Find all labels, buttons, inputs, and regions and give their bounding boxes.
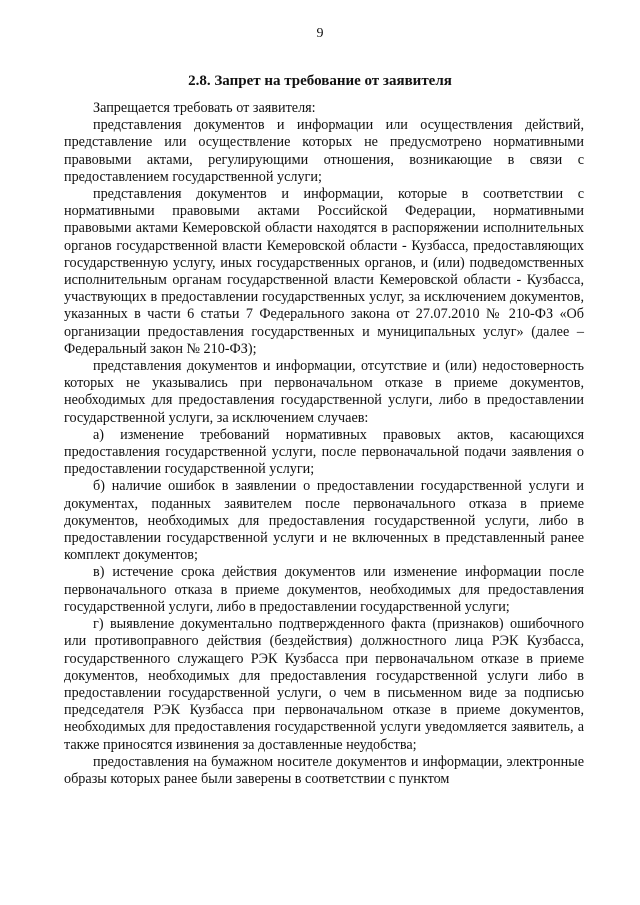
page-number: 9 (316, 26, 324, 41)
paragraph-case-b: б) наличие ошибок в заявлении о предоставлении государственной услуги и документах, поданных заявителем после первоначального отказа в приеме документов, необходимых для предоставления государственной услуги, либо в предоставлении государственной услуги и не включенных в представленный ранее комплект документов; (64, 478, 584, 564)
paragraph-item-4: предоставления на бумажном носителе документов и информации, электронные образы которых ранее были заверены в соответствии с пунктом (64, 753, 584, 787)
paragraph-case-v: в) истечение срока действия документов или изменение информации после первоначального отказа в приеме документов, необходимых для предоставления государственной услуги, либо в предоставлении государственной услуги; (64, 564, 584, 615)
paragraph-item-1: представления документов и информации или осуществления действий, представление или осуществление которых не предусмотрено нормативными правовыми актами, регулирующими отношения, возникающие в связи с предоставлением государственной услуги; (64, 117, 584, 185)
paragraph-case-a: а) изменение требований нормативных правовых актов, касающихся предоставления государственной услуги, после первоначальной подачи заявления о предоставлении государственной услуги; (64, 426, 584, 478)
paragraph-item-2: представления документов и информации, которые в соответствии с нормативными правовыми актами Российской Федерации, нормативными правовыми актами Кемеровской области находятся в распоряжении исполнительных органов государственной власти Кемеровской области - Кузбасса, предоставляющих государственную услугу, иных государственных органов, и (или) подведомственных исполнительным органам государственной власти Кемеровской области - Кузбасса, участвующих в предоставлении государственных услуг, за исключением документов, указанных в части 6 статьи 7 Федерального закона от 27.07.2010 № 210-ФЗ «Об организации предоставления государственных и муниципальных услуг» (далее – Федеральный закон № 210-ФЗ); (64, 186, 584, 357)
section-heading: 2.8. Запрет на требование от заявителя (188, 73, 452, 89)
paragraph-intro: Запрещается требовать от заявителя: (93, 100, 316, 116)
paragraph-item-3: представления документов и информации, отсутствие и (или) недостоверность которых не указывались при первоначальном отказе в приеме документов, необходимых для предоставления государственной услуги, либо в предоставлении государственной услуги, за исключением случаев: (64, 358, 584, 426)
paragraph-case-g: г) выявление документально подтвержденного факта (признаков) ошибочного или противоправного действия (бездействия) должностного лица РЭК Кузбасса, государственного служащего РЭК Кузбасса при первоначальном отказе в приеме документов, необходимых для предоставления государственной услуги либо в предоставлении государственной услуги, о чем в письменном виде за подписью председателя РЭК Кузбасса при первоначальном отказе в приеме документов, необходимых для предоставления государственной услуги уведомляется заявитель, а также приносятся извинения за доставленные неудобства; (64, 616, 584, 753)
section-body (64, 97, 584, 788)
